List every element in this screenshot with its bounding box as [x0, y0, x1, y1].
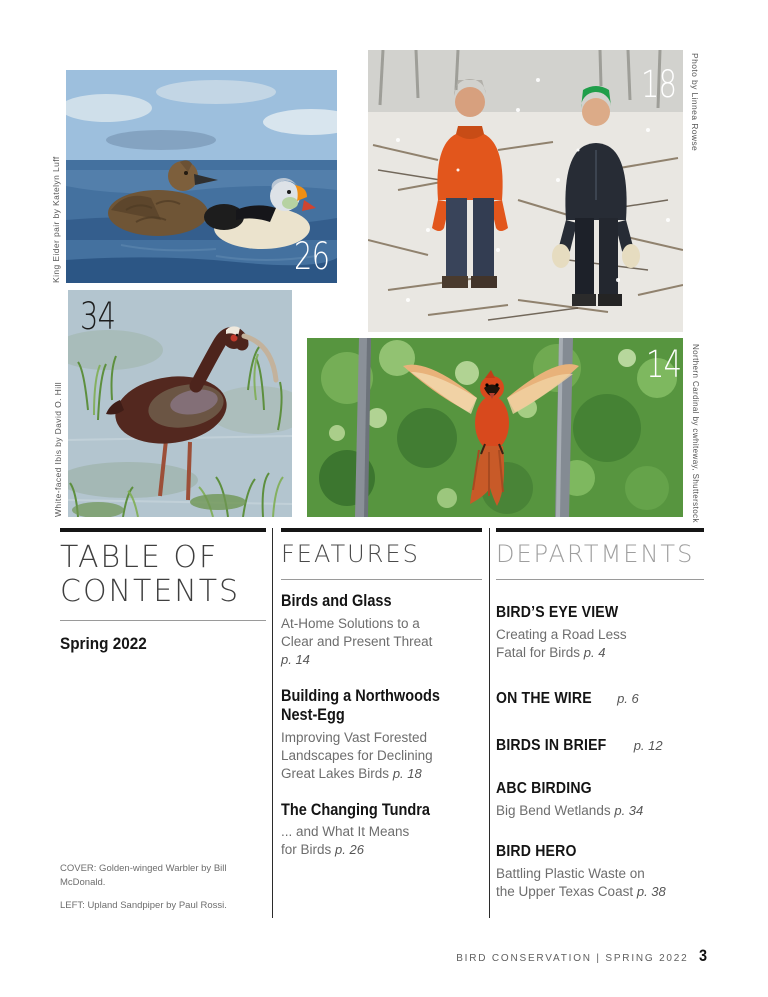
toc-column: [60, 528, 266, 923]
feature-page-ref: p. 18: [392, 765, 422, 781]
features-heading: FEATURES: [281, 540, 420, 568]
photo-volunteers-in-snow: [368, 50, 683, 332]
feature-item-birds-and-glass: [281, 592, 482, 669]
feature-subtitle: ... and What It Means for Birds p. 26: [281, 824, 410, 857]
feature-page-ref: p. 14: [281, 652, 310, 668]
photo-page-ref-14: 14: [646, 343, 682, 386]
department-page-ref: p. 38: [636, 884, 666, 900]
feature-subtitle: At-Home Solutions to a Clear and Present Threat p. 14: [281, 615, 482, 669]
departments-column: [496, 528, 704, 901]
department-item-abc-birding: [496, 780, 704, 820]
feature-title: Building a Northwoods Nest-Egg: [281, 686, 440, 725]
footer-journal-title: BIRD CONSERVATION | SPRING 2022: [456, 953, 689, 964]
features-top-bar: [281, 528, 482, 532]
department-item-on-the-wire: [496, 686, 704, 709]
photo-northern-cardinal: [307, 338, 683, 517]
departments-heading-rule: [496, 579, 704, 580]
feature-title: Birds and Glass: [281, 592, 392, 611]
footer-page-number: 3: [698, 946, 707, 965]
department-subtitle: Big Bend Wetlands p. 34: [496, 802, 644, 818]
left-credit: LEFT: Upland Sandpiper by Paul Rossi.: [60, 900, 227, 912]
department-title: BIRD HERO: [496, 843, 577, 861]
page-footer: [456, 946, 708, 966]
department-item-birds-eye-view: [496, 604, 704, 662]
department-page-ref: p. 6: [617, 690, 639, 706]
department-title: ON THE WIRE: [496, 689, 592, 707]
feature-page-ref: p. 26: [335, 841, 364, 857]
snow-volunteers-illustration: [368, 50, 683, 332]
cover-credits: [60, 862, 266, 913]
photo-page-ref-26: 26: [294, 235, 330, 278]
photo-credit-snow: Photo by Linnea Rowse: [690, 53, 700, 152]
department-subtitle: Battling Plastic Waste on the Upper Texas Coast p. 38: [496, 866, 666, 900]
department-page-ref: p. 12: [633, 737, 663, 753]
photo-page-ref-34: 34: [80, 295, 116, 338]
toc-top-bar: [60, 528, 266, 532]
department-title: ABC BIRDING: [496, 779, 592, 797]
features-heading-rule: [281, 579, 482, 580]
column-divider-left: [272, 528, 273, 918]
features-column: [281, 528, 482, 859]
departments-top-bar: [496, 528, 704, 532]
photo-page-ref-18: 18: [641, 63, 677, 106]
department-title: BIRDS IN BRIEF: [496, 736, 607, 754]
photo-credit-ibis: White-faced Ibis by David O. Hill: [53, 381, 63, 517]
department-title: BIRD’S EYE VIEW: [496, 604, 619, 622]
department-item-bird-hero: [496, 843, 704, 901]
toc-title-line2: CONTENTS: [60, 573, 241, 609]
department-page-ref: p. 4: [583, 644, 606, 660]
cover-credit: COVER: Golden-winged Warbler by Bill McDonald.: [60, 862, 227, 888]
department-item-birds-in-brief: [496, 733, 704, 756]
feature-subtitle: Improving Vast Forested Landscapes for Declining Great Lakes Birds p. 18: [281, 729, 433, 781]
column-divider-right: [489, 528, 490, 918]
feature-item-changing-tundra: [281, 801, 482, 859]
photo-credit-king-eider: King Eider pair by Katelyn Luff: [51, 156, 61, 283]
department-subtitle: Creating a Road Less Fatal for Birds p. 4: [496, 626, 627, 660]
department-page-ref: p. 34: [614, 802, 644, 818]
departments-heading: DEPARTMENTS: [496, 540, 695, 568]
toc-title: [60, 541, 266, 609]
cardinal-illustration: [307, 338, 683, 517]
photo-credit-cardinal: Northern Cardinal by cwhiteway, Shutterstock: [691, 344, 700, 523]
feature-item-northwoods-nest-egg: [281, 687, 482, 783]
issue-season: Spring 2022: [60, 633, 147, 653]
toc-title-line1: TABLE OF: [60, 540, 219, 575]
feature-title: The Changing Tundra: [281, 800, 430, 819]
